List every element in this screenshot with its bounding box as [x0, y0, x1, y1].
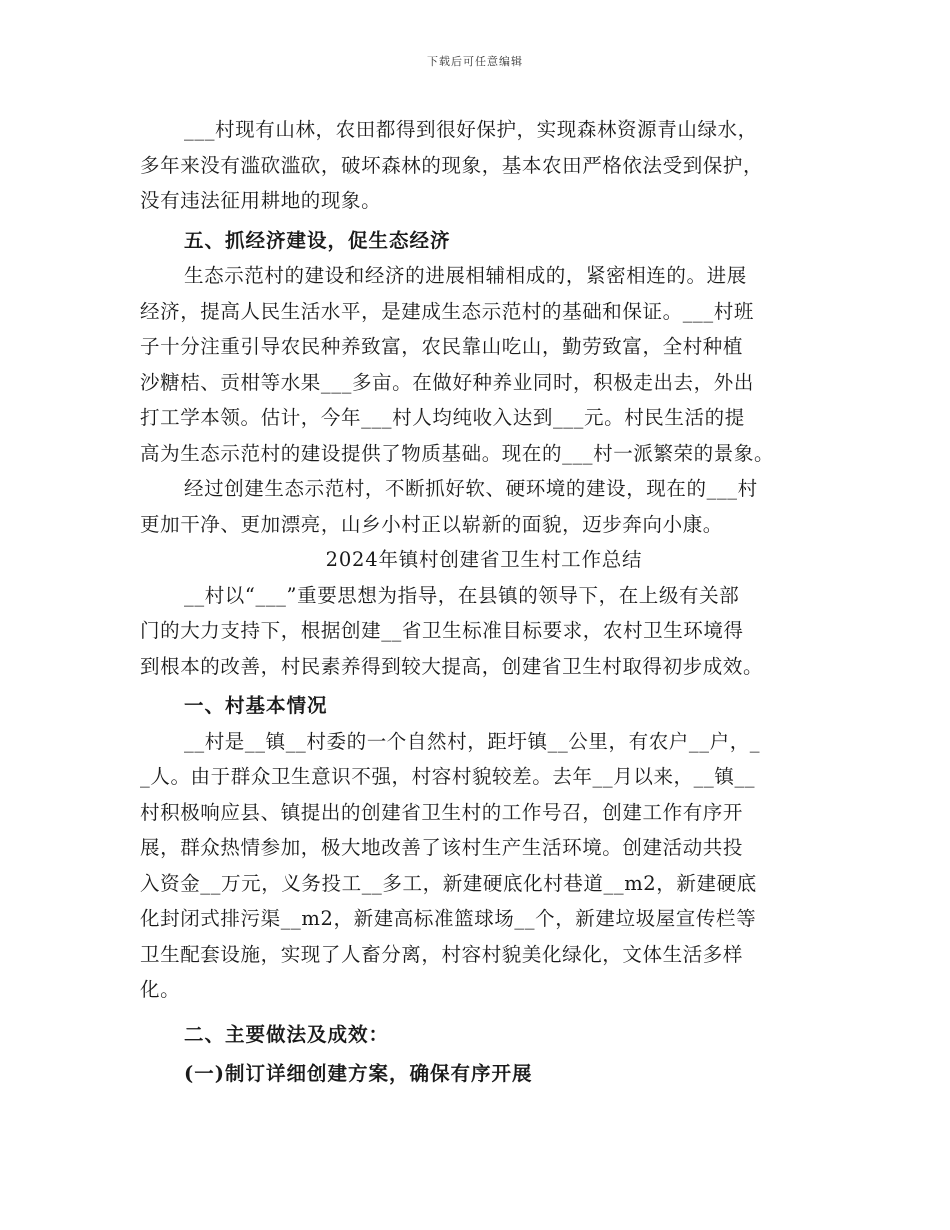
subsection-heading: (一)制订详细创建方案，确保有序开展: [184, 1062, 533, 1085]
text-line: ___村现有山林，农田都得到很好保护，实现森林资源青山绿水，: [184, 118, 758, 141]
text-line: 卫生配套设施，实现了人畜分离，村容村貌美化绿化，文体生活多样: [140, 942, 744, 966]
text-line: 更加干净、更加漂亮，山乡小村正以崭新的面貌，迈步奔向小康。: [140, 512, 723, 536]
text-line: 打工学本领。估计，今年___村人均纯收入达到___元。村民生活的提: [140, 406, 745, 429]
text-line: 门的大力支持下，根据创建__省卫生标准目标要求，农村卫生环境得: [140, 619, 744, 642]
text-line: 化封闭式排污渠__m2，新建高标准篮球场__个，新建垃圾屋宣传栏等: [140, 907, 757, 930]
text-line: 高为生态示范村的建设提供了物质基础。现在的___村一派繁荣的景象。: [140, 441, 775, 465]
text-line: 入资金__万元，义务投工__多工，新建硬底化村巷道__m2，新建硬底: [140, 871, 757, 895]
paragraph-basic-situation: [140, 724, 810, 1008]
paragraph-forest-protection: [140, 112, 810, 219]
document-body: [140, 112, 810, 1092]
text-line: 多年来没有滥砍滥砍，破坏森林的现象，基本农田严格依法受到保护，: [140, 153, 764, 177]
text-line: _人。由于群众卫生意识不强，村容村貌较差。去年__月以来，__镇__: [140, 765, 756, 788]
text-line: 经济，提高人民生活水平，是建成生态示范村的基础和保证。___村班: [140, 299, 754, 323]
text-line: 化。: [140, 978, 181, 1001]
text-line: 子十分注重引导农民种养致富，农民靠山吃山，勤劳致富，全村种植: [140, 335, 744, 358]
text-line: 展，群众热情参加，极大地改善了该村生产生活环境。创建活动共投: [140, 836, 744, 859]
text-line: 沙糖桔、贡柑等水果___多亩。在做好种养业同时，积极走出去，外出: [140, 370, 754, 394]
document-title: 2024年镇村创建省卫生村工作总结: [325, 548, 643, 571]
section-heading: 一、村基本情况: [184, 694, 328, 717]
text-line: 生态示范村的建设和经济的进展相辅相成的，紧密相连的。进展: [184, 264, 747, 287]
text-line: 村积极响应县、镇提出的创建省卫生村的工作号召，创建工作有序开: [140, 800, 744, 824]
paragraph-economy: [140, 258, 810, 471]
text-line: 到根本的改善，村民素养得到较大提高，创建省卫生村取得初步成效。: [140, 654, 764, 678]
text-line: 经过创建生态示范村，不断抓好软、硬环境的建设，现在的___村: [184, 477, 758, 500]
paragraph-intro: [140, 578, 810, 685]
text-line: __村是__镇__村委的一个自然村，距圩镇__公里，有农户__户，_: [184, 729, 761, 753]
text-line: 没有违法征用耕地的现象。: [140, 189, 382, 212]
text-line: __村以“___”重要思想为指导，在县镇的领导下，在上级有关部: [184, 583, 740, 607]
section-heading: 二、主要做法及成效：: [184, 1022, 390, 1046]
page-header: 下载后可任意编辑: [427, 55, 523, 68]
paragraph-conclusion: [140, 471, 810, 542]
section-heading: 五、抓经济建设，促生态经济: [184, 228, 451, 252]
